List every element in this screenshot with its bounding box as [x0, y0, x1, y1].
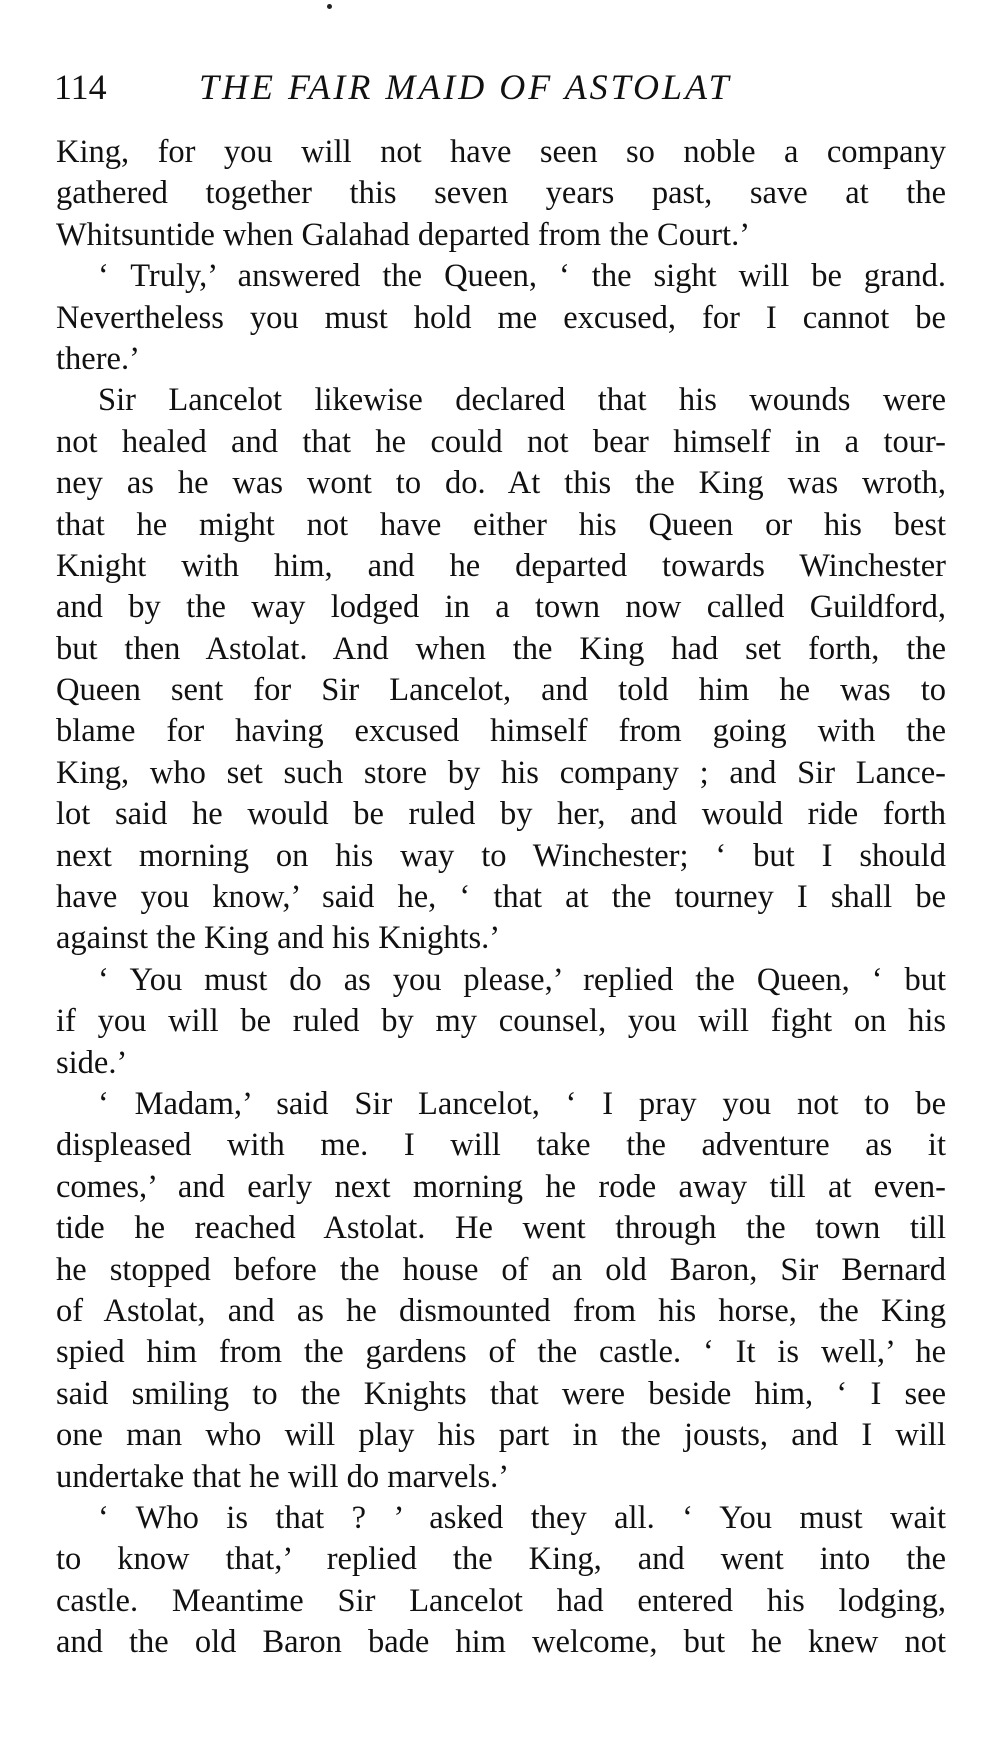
text-line: he stopped before the house of an old Baron, Sir Bernard: [56, 1251, 946, 1288]
text-line: blame for having excused himself from going with the: [56, 713, 946, 750]
running-title: THE FAIR MAID OF ASTOLAT: [199, 67, 732, 107]
text-line: there.’: [56, 340, 140, 377]
text-line: gathered together this seven years past, save at the: [56, 175, 946, 212]
text-line: tide he reached Astolat. He went through the town till: [56, 1210, 946, 1247]
text-line: Nevertheless you must hold me excused, for I cannot be: [56, 299, 946, 336]
paragraph-first-line: ‘ You must do as you please,’ replied the Queen, ‘ but: [98, 961, 946, 998]
text-line: against the King and his Knights.’: [56, 920, 501, 957]
paragraph-first-line: ‘ Truly,’ answered the Queen, ‘ the sight will be grand.: [98, 258, 946, 295]
page-number: 114: [54, 67, 107, 107]
body-text: [56, 132, 946, 1663]
text-line: Whitsuntide when Galahad departed from the Court.’: [56, 216, 751, 253]
text-line: not healed and that he could not bear himself in a tour-: [56, 423, 946, 460]
text-line: and the old Baron bade him welcome, but he knew not: [56, 1624, 946, 1661]
text-line: ney as he was wont to do. At this the King was wroth,: [56, 465, 946, 502]
text-line: Knight with him, and he departed towards Winchester: [56, 547, 946, 584]
running-header: [54, 62, 954, 112]
text-line: Queen sent for Sir Lancelot, and told him he was to: [56, 672, 946, 709]
text-line: that he might not have either his Queen or his best: [56, 506, 946, 543]
text-line: if you will be ruled by my counsel, you will fight on his: [56, 1003, 946, 1040]
text-line: undertake that he will do marvels.’: [56, 1458, 510, 1495]
text-line: and by the way lodged in a town now called Guildford,: [56, 589, 946, 626]
text-line: have you know,’ said he, ‘ that at the tourney I shall be: [56, 879, 946, 916]
paragraph-first-line: ‘ Madam,’ said Sir Lancelot, ‘ I pray you not to be: [98, 1085, 946, 1122]
text-line: displeased with me. I will take the adventure as it: [56, 1127, 946, 1164]
paragraph-first-line: Sir Lancelot likewise declared that his wounds were: [98, 382, 946, 419]
text-line: castle. Meantime Sir Lancelot had entered his lodging,: [56, 1582, 946, 1619]
paragraph-first-line: ‘ Who is that ? ’ asked they all. ‘ You must wait: [98, 1499, 946, 1536]
text-line: but then Astolat. And when the King had set forth, the: [56, 630, 946, 667]
text-line: side.’: [56, 1044, 128, 1081]
text-line: comes,’ and early next morning he rode away till at even-: [56, 1168, 946, 1205]
text-line: of Astolat, and as he dismounted from his horse, the King: [56, 1292, 946, 1329]
text-line: spied him from the gardens of the castle. ‘ It is well,’ he: [56, 1334, 946, 1371]
text-line: one man who will play his part in the jousts, and I will: [56, 1417, 946, 1454]
text-line: King, for you will not have seen so noble a company: [56, 134, 946, 170]
text-line: lot said he would be ruled by her, and would ride forth: [56, 796, 946, 833]
text-line: to know that,’ replied the King, and went into the: [56, 1541, 946, 1578]
print-speck: [327, 4, 332, 9]
text-line: next morning on his way to Winchester; ‘ but I should: [56, 837, 946, 874]
text-line: King, who set such store by his company ; and Sir Lance-: [56, 754, 946, 791]
text-line: said smiling to the Knights that were beside him, ‘ I see: [56, 1375, 946, 1412]
